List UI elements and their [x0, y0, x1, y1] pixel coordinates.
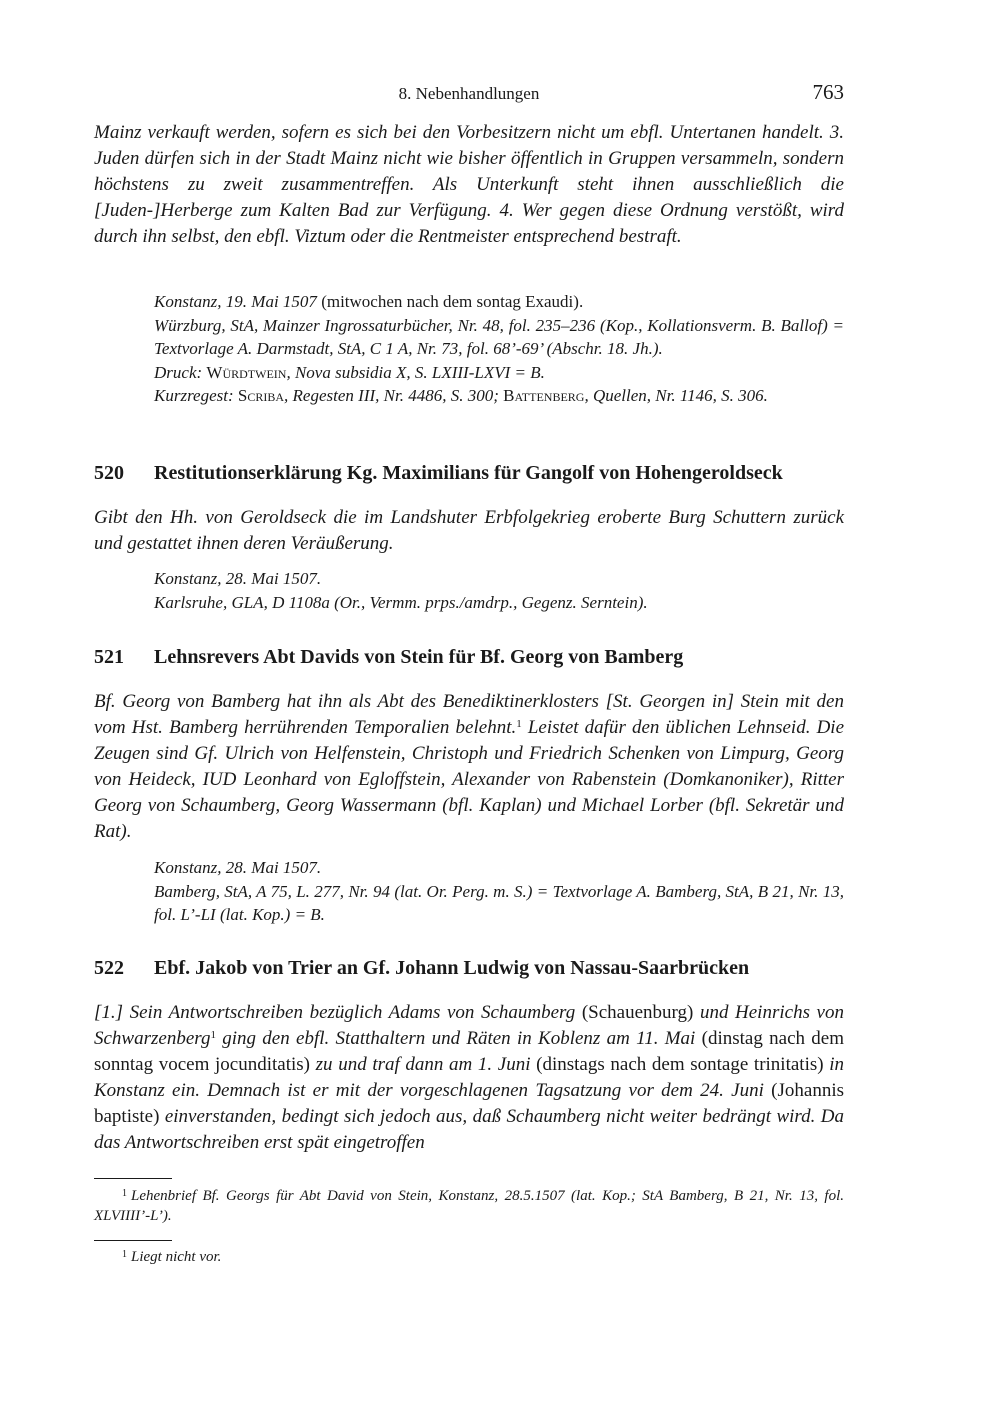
entry-source-520: [154, 567, 844, 614]
intro-text: Mainz verkauft werden, sofern es sich bei den Vorbesitzern nicht um ebfl. Untertanen handelt. 3. Juden dürfen sich in der Stadt Mainz nicht wie bisher öffentlich in Gruppen versammeln, sondern höchstens zu zweit zusammentreffen. Als Unterkunft steht ihnen ausschließlich die [Juden-]Herberge zum Kalten Bad zur Verfügung. 4. Wer gegen diese Ordnung verstößt, wird durch ihn selbst, den ebfl. Viztum oder die Rentmeister entsprechend bestraft.: [94, 122, 844, 247]
source-archive: Karlsruhe, GLA, D 1108a (Or., Vermm. prps./amdrp., Gegenz. Serntein).: [154, 592, 648, 612]
source-date: Konstanz, 19. Mai 1507: [154, 292, 317, 311]
footnote-mark: 1: [122, 1249, 127, 1260]
entry-summary-520: Gibt den Hh. von Geroldseck die im Landshuter Erbfolgekrieg eroberte Burg Schuttern zurück und gestattet ihnen deren Veräußerung.: [94, 507, 844, 554]
source-archive: Bamberg, StA, A 75, L. 277, Nr. 94 (lat. Or. Perg. m. S.) = Textvorlage A. Bamberg, StA, B 21, Nr. 13, fol. L’-LI (lat. Kop.) = B.: [154, 881, 844, 924]
intro-continuation: [94, 120, 844, 250]
entry-number: 521: [94, 646, 124, 668]
footnote-rule: [94, 1178, 172, 1179]
author-name: Scriba: [237, 386, 285, 405]
intro-source: [154, 290, 844, 408]
entry-title: Lehnsrevers Abt Davids von Stein für Bf. Georg von Bamberg: [154, 646, 684, 668]
footnote-rule: [94, 1240, 172, 1241]
entry-number: 522: [94, 957, 124, 979]
footnote-2: [94, 1245, 844, 1267]
entry-heading-521: [94, 646, 844, 669]
author-name: Würdtwein: [206, 362, 287, 382]
entry-title: Restitutionserklärung Kg. Maximilians für Gangolf von Hohengeroldseck: [154, 462, 783, 484]
footnote-text: Liegt nicht vor.: [131, 1249, 222, 1265]
source-druck: Druck: Würdtwein, Nova subsidia X, S. LXIII-LXVI = B.: [154, 362, 545, 382]
source-date-note: (mitwochen nach dem sontag Exaudi).: [316, 292, 584, 311]
entry-number: 520: [94, 462, 124, 484]
source-date: Konstanz, 28. Mai 1507.: [154, 569, 322, 588]
running-header: [94, 82, 844, 106]
footnote-ref: 1: [516, 718, 522, 730]
entry-summary-522: [1.] Sein Antwortschreiben bezüglich Adams von Schaumberg (Schauenburg) und Heinrichs von Schwarzenberg$^1$ ging den ebfl. Statthaltern und Räten in Koblenz am 11. Mai (dinstag nach dem sonntag vocem jocunditatis) zu und traf dann am 1. Juni (dinstags nach dem sontage trinitatis) in Konstanz ein. Demnach ist er mit der vorgeschlagenen Tagsatzung vor dem 24. Juni (Johannis baptiste) einverstanden, bedingt sich jedoch aus, daß Schaumberg nicht weiter bedrängt wird. Da das Antwortschreiben erst spät eingetroffen: [94, 1002, 845, 1153]
page-number: 763: [812, 80, 844, 104]
entry-heading-520: [94, 462, 844, 485]
running-title: 8. Nebenhandlungen: [398, 84, 540, 103]
source-date-line: [154, 290, 844, 314]
entry-source-521: [154, 856, 844, 927]
source-archive: Würzburg, StA, Mainzer Ingrossaturbücher, Nr. 48, fol. 235–236 (Kop., Kollationsverm. B. Ballof) = Textvorlage A. Darmstadt, StA, C 1 A, Nr. 73, fol. 68’-69’ (Abschr. 18. Jh.).: [154, 315, 844, 358]
source-date: Konstanz, 28. Mai 1507.: [154, 858, 322, 877]
footnote-text: Lehenbrief Bf. Georgs für Abt David von Stein, Konstanz, 28.5.1507 (lat. Kop.; StA Bamberg, B 21, Nr. 13, fol. XLVIIII’-L’).: [94, 1188, 844, 1224]
footnote-mark: 1: [122, 1188, 127, 1199]
entry-title: Ebf. Jakob von Trier an Gf. Johann Ludwig von Nassau-Saarbrücken: [154, 957, 750, 979]
footnote-1: [94, 1184, 844, 1226]
author-name: Battenberg: [503, 386, 585, 405]
entry-heading-522: [94, 957, 844, 980]
source-kurzregest: Kurzregest: Scriba, Regesten III, Nr. 4486, S. 300; Battenberg, Quellen, Nr. 1146, S. 306.: [154, 386, 768, 405]
entry-summary-521: Bf. Georg von Bamberg hat ihn als Abt des Benediktinerklosters [St. Georgen in] Stein mit den vom Hst. Bamberg herrührenden Temporalien belehnt.$^1$ Leistet dafür den üblichen Lehnseid. Die Zeugen sind Gf. Ulrich von Helfenstein, Christoph und Friedrich Schenken von Limpurg, Georg von Heideck, IUD Leonhard von Egloffstein, Alexander von Rabenstein (Domkanoniker), Ritter Georg von Schaumberg, Georg Wassermann (bfl. Kaplan) und Michael Lorber (bfl. Sekretär und Rat).: [94, 691, 845, 842]
footnote-ref: 1: [210, 1029, 216, 1041]
